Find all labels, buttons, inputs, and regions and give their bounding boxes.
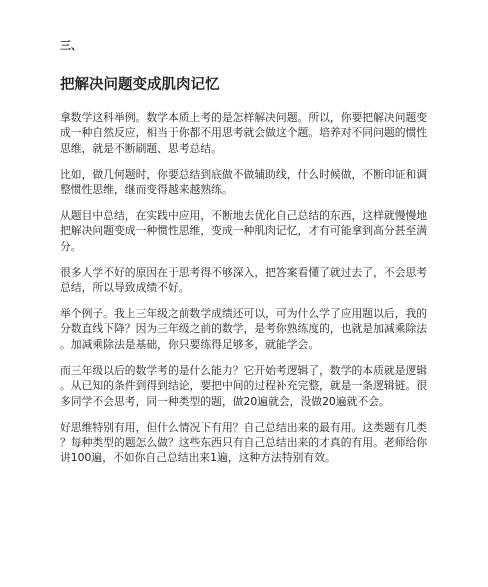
paragraph: 拿数学这科举例。数学本质上考的是怎样解决问题。所以，你要把解决问题变成一种自然反应，相当于你都不用思考就会做这个题。培养对不同问题的惯性思维，就是不断刷题、思考总结。 [60,111,428,155]
paragraph: 而三年级以后的数学考的是什么能力？它开始考逻辑了，数学的本质就是逻辑。从已知的条件到得到结论，要把中间的过程补充完整，就是一条逻辑链。很多同学不会思考，同一种类型的题，做20遍就会，没做20遍就不会。 [60,363,428,408]
paragraph: 比如，做几何题时，你要总结到底做不做辅助线，什么时候做，不断印证和调整惯性思维，继而变得越来越熟练。 [60,167,428,197]
paragraph: 举个例子。我上三年级之前数学成绩还可以，可为什么学了应用题以后，我的分数直线下降？因为三年级之前的数学，是考你熟练度的，也就是加减乘除法。加减乘除法是基础，你只要练得足够多，就能学会。 [60,307,428,351]
paragraph: 好思维特别有用，但什么情况下有用？自己总结出来的最有用。这类题有几类？每种类型的题怎么做？这些东西只有自己总结出来的才真的有用。老师给你讲100遍，不如你自己总结出来1遍，这种方法特别有效。 [60,420,428,465]
section-title: 把解决问题变成肌肉记忆 [60,77,220,93]
article-body [60,110,432,476]
section-number: 三、 [60,39,82,52]
paragraph: 从题目中总结，在实践中应用，不断地去优化自己总结的东西，这样就慢慢地把解决问题变成一种惯性思维，变成一种肌肉记忆，才有可能拿到高分甚至满分。 [60,209,428,253]
paragraph: 很多人学不好的原因在于思考得不够深入，把答案看懂了就过去了，不会思考总结，所以导致成绩不好。 [60,265,428,295]
